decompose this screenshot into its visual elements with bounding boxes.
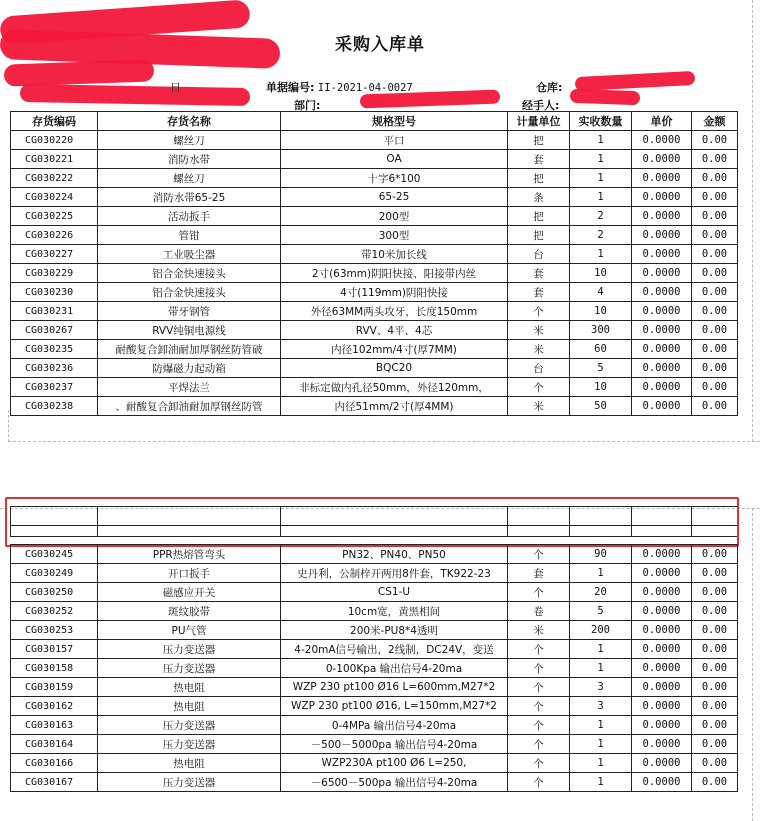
- item-name: 铝合金快速接头: [98, 283, 281, 302]
- item-code: CG030249: [11, 564, 98, 583]
- item-name: RVV纯铜电源线: [98, 321, 281, 340]
- item-unit: 套: [508, 264, 570, 283]
- table-row: [11, 302, 738, 321]
- column-header: 存货编码: [11, 112, 98, 131]
- item-price: 0.0000: [632, 302, 692, 321]
- item-price: 0.0000: [632, 640, 692, 659]
- item-qty: 10: [570, 264, 632, 283]
- bill-number: [266, 79, 413, 95]
- item-unit: 把: [508, 207, 570, 226]
- item-spec: WZP 230 pt100 Ø16, L=150mm,M27*2: [281, 697, 508, 716]
- table-row: [11, 321, 738, 340]
- table-row: [11, 583, 738, 602]
- item-name: 活动扳手: [98, 207, 281, 226]
- item-amount: 0.00: [692, 188, 738, 207]
- table-row: [11, 545, 738, 564]
- item-name: 压力变送器: [98, 773, 281, 792]
- item-price: 0.0000: [632, 150, 692, 169]
- table-row: [11, 773, 738, 792]
- item-amount: 0.00: [692, 264, 738, 283]
- item-spec: 0-4MPa 输出信号4-20ma: [281, 716, 508, 735]
- item-name: 斑纹胶带: [98, 602, 281, 621]
- item-price: 0.0000: [632, 754, 692, 773]
- page-edge-line: [752, 0, 753, 442]
- item-price: 0.0000: [632, 602, 692, 621]
- item-amount: 0.00: [692, 226, 738, 245]
- item-code: CG030252: [11, 602, 98, 621]
- item-code: CG030235: [11, 340, 98, 359]
- redaction-mark: [570, 89, 640, 105]
- item-name: 管钳: [98, 226, 281, 245]
- item-code: CG030231: [11, 302, 98, 321]
- item-name: 消防水带: [98, 150, 281, 169]
- item-spec: PN32、PN40、PN50: [281, 545, 508, 564]
- item-qty: 5: [570, 602, 632, 621]
- item-code: CG030221: [11, 150, 98, 169]
- item-amount: 0.00: [692, 378, 738, 397]
- item-code: CG030158: [11, 659, 98, 678]
- item-unit: 把: [508, 169, 570, 188]
- redaction-mark: [575, 71, 696, 91]
- item-code: CG030163: [11, 716, 98, 735]
- item-amount: 0.00: [692, 131, 738, 150]
- item-spec: 十字6*100: [281, 169, 508, 188]
- table-row: [11, 150, 738, 169]
- item-unit: 个: [508, 735, 570, 754]
- item-name: 热电阻: [98, 754, 281, 773]
- item-name: 磁感应开关: [98, 583, 281, 602]
- table-row: [11, 564, 738, 583]
- table-row: [11, 754, 738, 773]
- item-price: 0.0000: [632, 659, 692, 678]
- item-amount: 0.00: [692, 640, 738, 659]
- item-qty: 2: [570, 207, 632, 226]
- item-name: 压力变送器: [98, 640, 281, 659]
- item-name: 热电阻: [98, 678, 281, 697]
- item-qty: 1: [570, 716, 632, 735]
- item-qty: 1: [570, 735, 632, 754]
- item-amount: 0.00: [692, 397, 738, 416]
- item-spec: RVV、4平、4芯: [281, 321, 508, 340]
- item-code: CG030253: [11, 621, 98, 640]
- item-code: CG030237: [11, 378, 98, 397]
- item-unit: 套: [508, 564, 570, 583]
- item-name: 铝合金快速接头: [98, 264, 281, 283]
- page-edge-line: [752, 508, 753, 821]
- item-spec: BQC20: [281, 359, 508, 378]
- item-code: CG030159: [11, 678, 98, 697]
- table-row: [11, 245, 738, 264]
- item-unit: 个: [508, 678, 570, 697]
- item-price: 0.0000: [632, 621, 692, 640]
- inventory-table-page1: [10, 111, 738, 416]
- item-unit: 套: [508, 150, 570, 169]
- item-amount: 0.00: [692, 150, 738, 169]
- table-row: [11, 678, 738, 697]
- item-name: 消防水带65-25: [98, 188, 281, 207]
- column-header: 规格型号: [281, 112, 508, 131]
- item-price: 0.0000: [632, 264, 692, 283]
- item-amount: 0.00: [692, 340, 738, 359]
- item-code: CG030226: [11, 226, 98, 245]
- item-qty: 10: [570, 378, 632, 397]
- item-unit: 套: [508, 283, 570, 302]
- document-title: 采购入库单: [335, 35, 425, 55]
- item-unit: 台: [508, 245, 570, 264]
- table-row: [11, 697, 738, 716]
- item-amount: 0.00: [692, 697, 738, 716]
- item-unit: 把: [508, 131, 570, 150]
- item-qty: 200: [570, 621, 632, 640]
- item-price: 0.0000: [632, 378, 692, 397]
- item-amount: 0.00: [692, 716, 738, 735]
- item-code: CG030162: [11, 697, 98, 716]
- item-unit: 个: [508, 378, 570, 397]
- table-row: [11, 226, 738, 245]
- table-row: [11, 716, 738, 735]
- item-name: 耐酸复合卸油耐加厚钢丝防管破: [98, 340, 281, 359]
- item-name: 螺丝刀: [98, 131, 281, 150]
- item-qty: 1: [570, 754, 632, 773]
- bill-number-label: 单据编号:: [266, 81, 315, 94]
- item-qty: 1: [570, 131, 632, 150]
- item-code: CG030225: [11, 207, 98, 226]
- item-qty: 2: [570, 226, 632, 245]
- item-price: 0.0000: [632, 716, 692, 735]
- table-row: [11, 602, 738, 621]
- item-spec: 10cm宽，黄黑相间: [281, 602, 508, 621]
- item-code: CG030222: [11, 169, 98, 188]
- item-qty: 1: [570, 188, 632, 207]
- item-name: 平焊法兰: [98, 378, 281, 397]
- item-price: 0.0000: [632, 169, 692, 188]
- column-header: 存货名称: [98, 112, 281, 131]
- item-qty: 1: [570, 150, 632, 169]
- table-row: [11, 188, 738, 207]
- item-amount: 0.00: [692, 302, 738, 321]
- item-name: 压力变送器: [98, 735, 281, 754]
- item-name: 热电阻: [98, 697, 281, 716]
- item-qty: 50: [570, 397, 632, 416]
- item-unit: 个: [508, 754, 570, 773]
- item-unit: 米: [508, 621, 570, 640]
- item-spec: 带10米加长线: [281, 245, 508, 264]
- item-spec: －6500－500pa 输出信号4-20ma: [281, 773, 508, 792]
- item-qty: 1: [570, 640, 632, 659]
- table-row: [11, 621, 738, 640]
- item-code: CG030224: [11, 188, 98, 207]
- item-code: CG030220: [11, 131, 98, 150]
- item-spec: 外径63MM两头攻牙，长度150mm: [281, 302, 508, 321]
- item-amount: 0.00: [692, 207, 738, 226]
- item-price: 0.0000: [632, 188, 692, 207]
- item-name: PPR热熔管弯头: [98, 545, 281, 564]
- item-amount: 0.00: [692, 564, 738, 583]
- highlight-box: [5, 497, 739, 547]
- bill-number-value: II-2021-04-0027: [317, 82, 413, 94]
- item-price: 0.0000: [632, 678, 692, 697]
- item-code: CG030230: [11, 283, 98, 302]
- item-code: CG030167: [11, 773, 98, 792]
- item-spec: CS1-U: [281, 583, 508, 602]
- item-unit: 台: [508, 359, 570, 378]
- item-name: 压力变送器: [98, 716, 281, 735]
- table-row: [11, 131, 738, 150]
- item-price: 0.0000: [632, 545, 692, 564]
- item-amount: 0.00: [692, 245, 738, 264]
- item-name: 带牙钢管: [98, 302, 281, 321]
- item-qty: 60: [570, 340, 632, 359]
- item-price: 0.0000: [632, 245, 692, 264]
- item-qty: 1: [570, 659, 632, 678]
- table-row: [11, 397, 738, 416]
- item-amount: 0.00: [692, 735, 738, 754]
- date-fragment: 日: [170, 81, 181, 94]
- item-amount: 0.00: [692, 545, 738, 564]
- item-name: PU气管: [98, 621, 281, 640]
- table-header-row: [11, 112, 738, 131]
- column-header: 金额: [692, 112, 738, 131]
- item-spec: －500－5000pa 输出信号4-20ma: [281, 735, 508, 754]
- item-qty: 90: [570, 545, 632, 564]
- table-row: [11, 378, 738, 397]
- item-unit: 米: [508, 397, 570, 416]
- item-spec: 4寸(119mm)阴阳快接: [281, 283, 508, 302]
- item-unit: 米: [508, 340, 570, 359]
- item-price: 0.0000: [632, 131, 692, 150]
- item-price: 0.0000: [632, 583, 692, 602]
- item-name: 、耐酸复合卸油耐加厚钢丝防管: [98, 397, 281, 416]
- item-spec: 平口: [281, 131, 508, 150]
- item-spec: 200米-PU8*4透明: [281, 621, 508, 640]
- item-qty: 1: [570, 245, 632, 264]
- item-unit: 个: [508, 659, 570, 678]
- department-label: 部门:: [294, 99, 321, 112]
- item-code: CG030236: [11, 359, 98, 378]
- item-spec: OA: [281, 150, 508, 169]
- item-qty: 3: [570, 697, 632, 716]
- item-code: CG030166: [11, 754, 98, 773]
- item-amount: 0.00: [692, 754, 738, 773]
- item-spec: 200型: [281, 207, 508, 226]
- item-spec: 内径102mm/4寸(厚7MM): [281, 340, 508, 359]
- item-code: CG030250: [11, 583, 98, 602]
- item-spec: 非标定做内孔径50mm，外径120mm，: [281, 378, 508, 397]
- table-row: [11, 264, 738, 283]
- item-code: CG030245: [11, 545, 98, 564]
- table-row: [11, 640, 738, 659]
- item-code: CG030267: [11, 321, 98, 340]
- item-code: CG030229: [11, 264, 98, 283]
- item-name: 工业吸尘器: [98, 245, 281, 264]
- item-unit: 条: [508, 188, 570, 207]
- inventory-table-page2: [10, 544, 738, 792]
- page-break-line: [8, 441, 760, 442]
- item-price: 0.0000: [632, 226, 692, 245]
- item-unit: 卷: [508, 602, 570, 621]
- item-qty: 5: [570, 359, 632, 378]
- item-qty: 10: [570, 302, 632, 321]
- item-unit: 个: [508, 545, 570, 564]
- item-unit: 个: [508, 302, 570, 321]
- item-price: 0.0000: [632, 321, 692, 340]
- redaction-mark: [20, 84, 250, 106]
- item-qty: 300: [570, 321, 632, 340]
- item-amount: 0.00: [692, 283, 738, 302]
- column-header: 计量单位: [508, 112, 570, 131]
- item-unit: 个: [508, 773, 570, 792]
- item-unit: 米: [508, 321, 570, 340]
- item-qty: 3: [570, 678, 632, 697]
- item-code: CG030238: [11, 397, 98, 416]
- column-header: 单价: [632, 112, 692, 131]
- page-edge-line: [8, 410, 9, 442]
- item-code: CG030164: [11, 735, 98, 754]
- item-amount: 0.00: [692, 359, 738, 378]
- item-amount: 0.00: [692, 621, 738, 640]
- table-row: [11, 659, 738, 678]
- column-header: 实收数量: [570, 112, 632, 131]
- item-unit: 个: [508, 640, 570, 659]
- item-qty: 20: [570, 583, 632, 602]
- item-code: CG030227: [11, 245, 98, 264]
- item-qty: 4: [570, 283, 632, 302]
- item-price: 0.0000: [632, 359, 692, 378]
- item-amount: 0.00: [692, 321, 738, 340]
- item-price: 0.0000: [632, 564, 692, 583]
- item-spec: WZP 230 pt100 Ø16 L=600mm,M27*2: [281, 678, 508, 697]
- item-spec: 300型: [281, 226, 508, 245]
- warehouse-label: 仓库:: [536, 81, 563, 94]
- item-qty: 1: [570, 773, 632, 792]
- table-row: [11, 283, 738, 302]
- item-code: CG030157: [11, 640, 98, 659]
- item-qty: 1: [570, 169, 632, 188]
- item-spec: 史丹利，公制梓开两用8件套，TK922-23: [281, 564, 508, 583]
- item-spec: 65-25: [281, 188, 508, 207]
- item-name: 螺丝刀: [98, 169, 281, 188]
- item-unit: 个: [508, 583, 570, 602]
- item-price: 0.0000: [632, 207, 692, 226]
- item-price: 0.0000: [632, 697, 692, 716]
- item-spec: 4-20mA信号输出，2线制，DC24V，变送: [281, 640, 508, 659]
- handler-label: 经手人:: [522, 99, 560, 112]
- item-amount: 0.00: [692, 659, 738, 678]
- item-price: 0.0000: [632, 283, 692, 302]
- redaction-mark: [4, 59, 155, 86]
- item-qty: 1: [570, 564, 632, 583]
- item-amount: 0.00: [692, 169, 738, 188]
- table-row: [11, 735, 738, 754]
- item-unit: 个: [508, 716, 570, 735]
- item-amount: 0.00: [692, 678, 738, 697]
- item-name: 防爆磁力起动箱: [98, 359, 281, 378]
- item-spec: 0-100Kpa 输出信号4-20ma: [281, 659, 508, 678]
- item-unit: 个: [508, 697, 570, 716]
- item-unit: 把: [508, 226, 570, 245]
- item-name: 压力变送器: [98, 659, 281, 678]
- item-name: 开口扳手: [98, 564, 281, 583]
- item-amount: 0.00: [692, 583, 738, 602]
- item-price: 0.0000: [632, 735, 692, 754]
- item-spec: 内径51mm/2寸(厚4MM): [281, 397, 508, 416]
- item-amount: 0.00: [692, 602, 738, 621]
- item-price: 0.0000: [632, 773, 692, 792]
- item-amount: 0.00: [692, 773, 738, 792]
- item-spec: 2寸(63mm)阴阳快接、阳接带内丝: [281, 264, 508, 283]
- item-price: 0.0000: [632, 397, 692, 416]
- item-price: 0.0000: [632, 340, 692, 359]
- warehouse: [536, 79, 562, 95]
- table-row: [11, 340, 738, 359]
- table-row: [11, 207, 738, 226]
- table-row: [11, 359, 738, 378]
- table-row: [11, 169, 738, 188]
- item-spec: WZP230A pt100 Ø6 L=250,: [281, 754, 508, 773]
